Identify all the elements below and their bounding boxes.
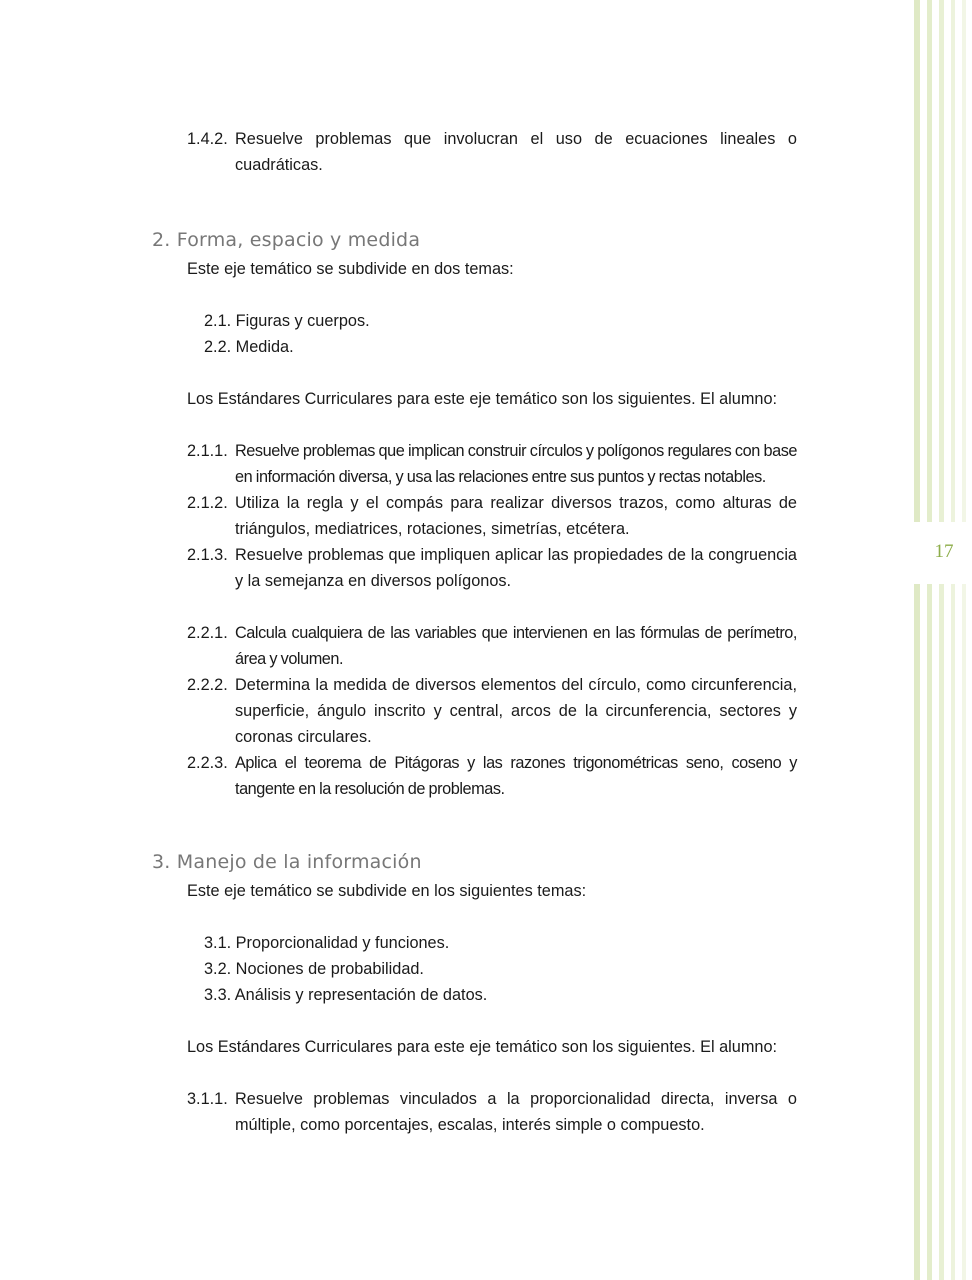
section-2-standards-intro: Los Estándares Curriculares para este eje temático son los siguientes. El alumno: — [187, 390, 778, 408]
topic-2-2: 2.2. Medida. — [204, 338, 294, 356]
page-number: 17 — [934, 541, 954, 562]
standard-item-2-1-1 — [187, 438, 797, 490]
standard-item-2-2-1 — [187, 620, 797, 672]
page-edge-stripes — [914, 0, 972, 1280]
standard-text: Resuelve problemas que implican construir círculos y polígonos regulares con base en información diversa, y usa las relaciones entre sus puntos y rectas notables. — [235, 442, 797, 486]
standard-number: 2.1.3. — [187, 546, 228, 564]
section-3-intro: Este eje temático se subdivide en los siguientes temas: — [187, 882, 587, 900]
section-heading-3: 3. Manejo de la información — [152, 851, 422, 873]
standard-item-2-2-3 — [187, 750, 797, 802]
standard-number: 2.2.3. — [187, 754, 228, 772]
standard-number: 2.1.1. — [187, 442, 228, 460]
standard-item-3-1-1 — [187, 1086, 797, 1138]
topic-2-1: 2.1. Figuras y cuerpos. — [204, 312, 370, 330]
standard-number: 3.1.1. — [187, 1090, 228, 1108]
standard-number: 1.4.2. — [187, 130, 228, 148]
standard-item-2-1-3 — [187, 542, 797, 594]
standard-text: Utiliza la regla y el compás para realizar diversos trazos, como alturas de triángulos, mediatrices, rotaciones, simetrías, etcétera. — [235, 494, 797, 538]
standard-text: Aplica el teorema de Pitágoras y las razones trigonométricas seno, coseno y tangente en la resolución de problemas. — [235, 754, 797, 798]
section-heading-2: 2. Forma, espacio y medida — [152, 229, 421, 251]
topic-3-2: 3.2. Nociones de probabilidad. — [204, 960, 424, 978]
standard-text: Resuelve problemas vinculados a la proporcionalidad directa, inversa o múltiple, como porcentajes, escalas, interés simple o compuesto. — [235, 1090, 797, 1134]
standard-text: Resuelve problemas que involucran el uso de ecuaciones lineales o cuadráticas. — [235, 130, 797, 174]
standard-item-2-2-2 — [187, 672, 797, 750]
standard-text: Resuelve problemas que impliquen aplicar las propiedades de la congruencia y la semejanza en diversos polígonos. — [235, 546, 797, 590]
topic-3-3: 3.3. Análisis y representación de datos. — [204, 986, 488, 1004]
standard-text: Determina la medida de diversos elementos del círculo, como circunferencia, superficie, ángulo inscrito y central, arcos de la circunferencia, sectores y coronas circulares. — [235, 676, 797, 746]
standard-number: 2.2.1. — [187, 624, 228, 642]
section-2-intro: Este eje temático se subdivide en dos temas: — [187, 260, 514, 278]
topic-3-1: 3.1. Proporcionalidad y funciones. — [204, 934, 450, 952]
standard-item-2-1-2 — [187, 490, 797, 542]
standard-text: Calcula cualquiera de las variables que intervienen en las fórmulas de perímetro, área y volumen. — [235, 624, 797, 668]
section-3-standards-intro: Los Estándares Curriculares para este eje temático son los siguientes. El alumno: — [187, 1038, 778, 1056]
standard-number: 2.1.2. — [187, 494, 228, 512]
standard-item-1-4-2 — [187, 126, 797, 178]
standard-number: 2.2.2. — [187, 676, 228, 694]
